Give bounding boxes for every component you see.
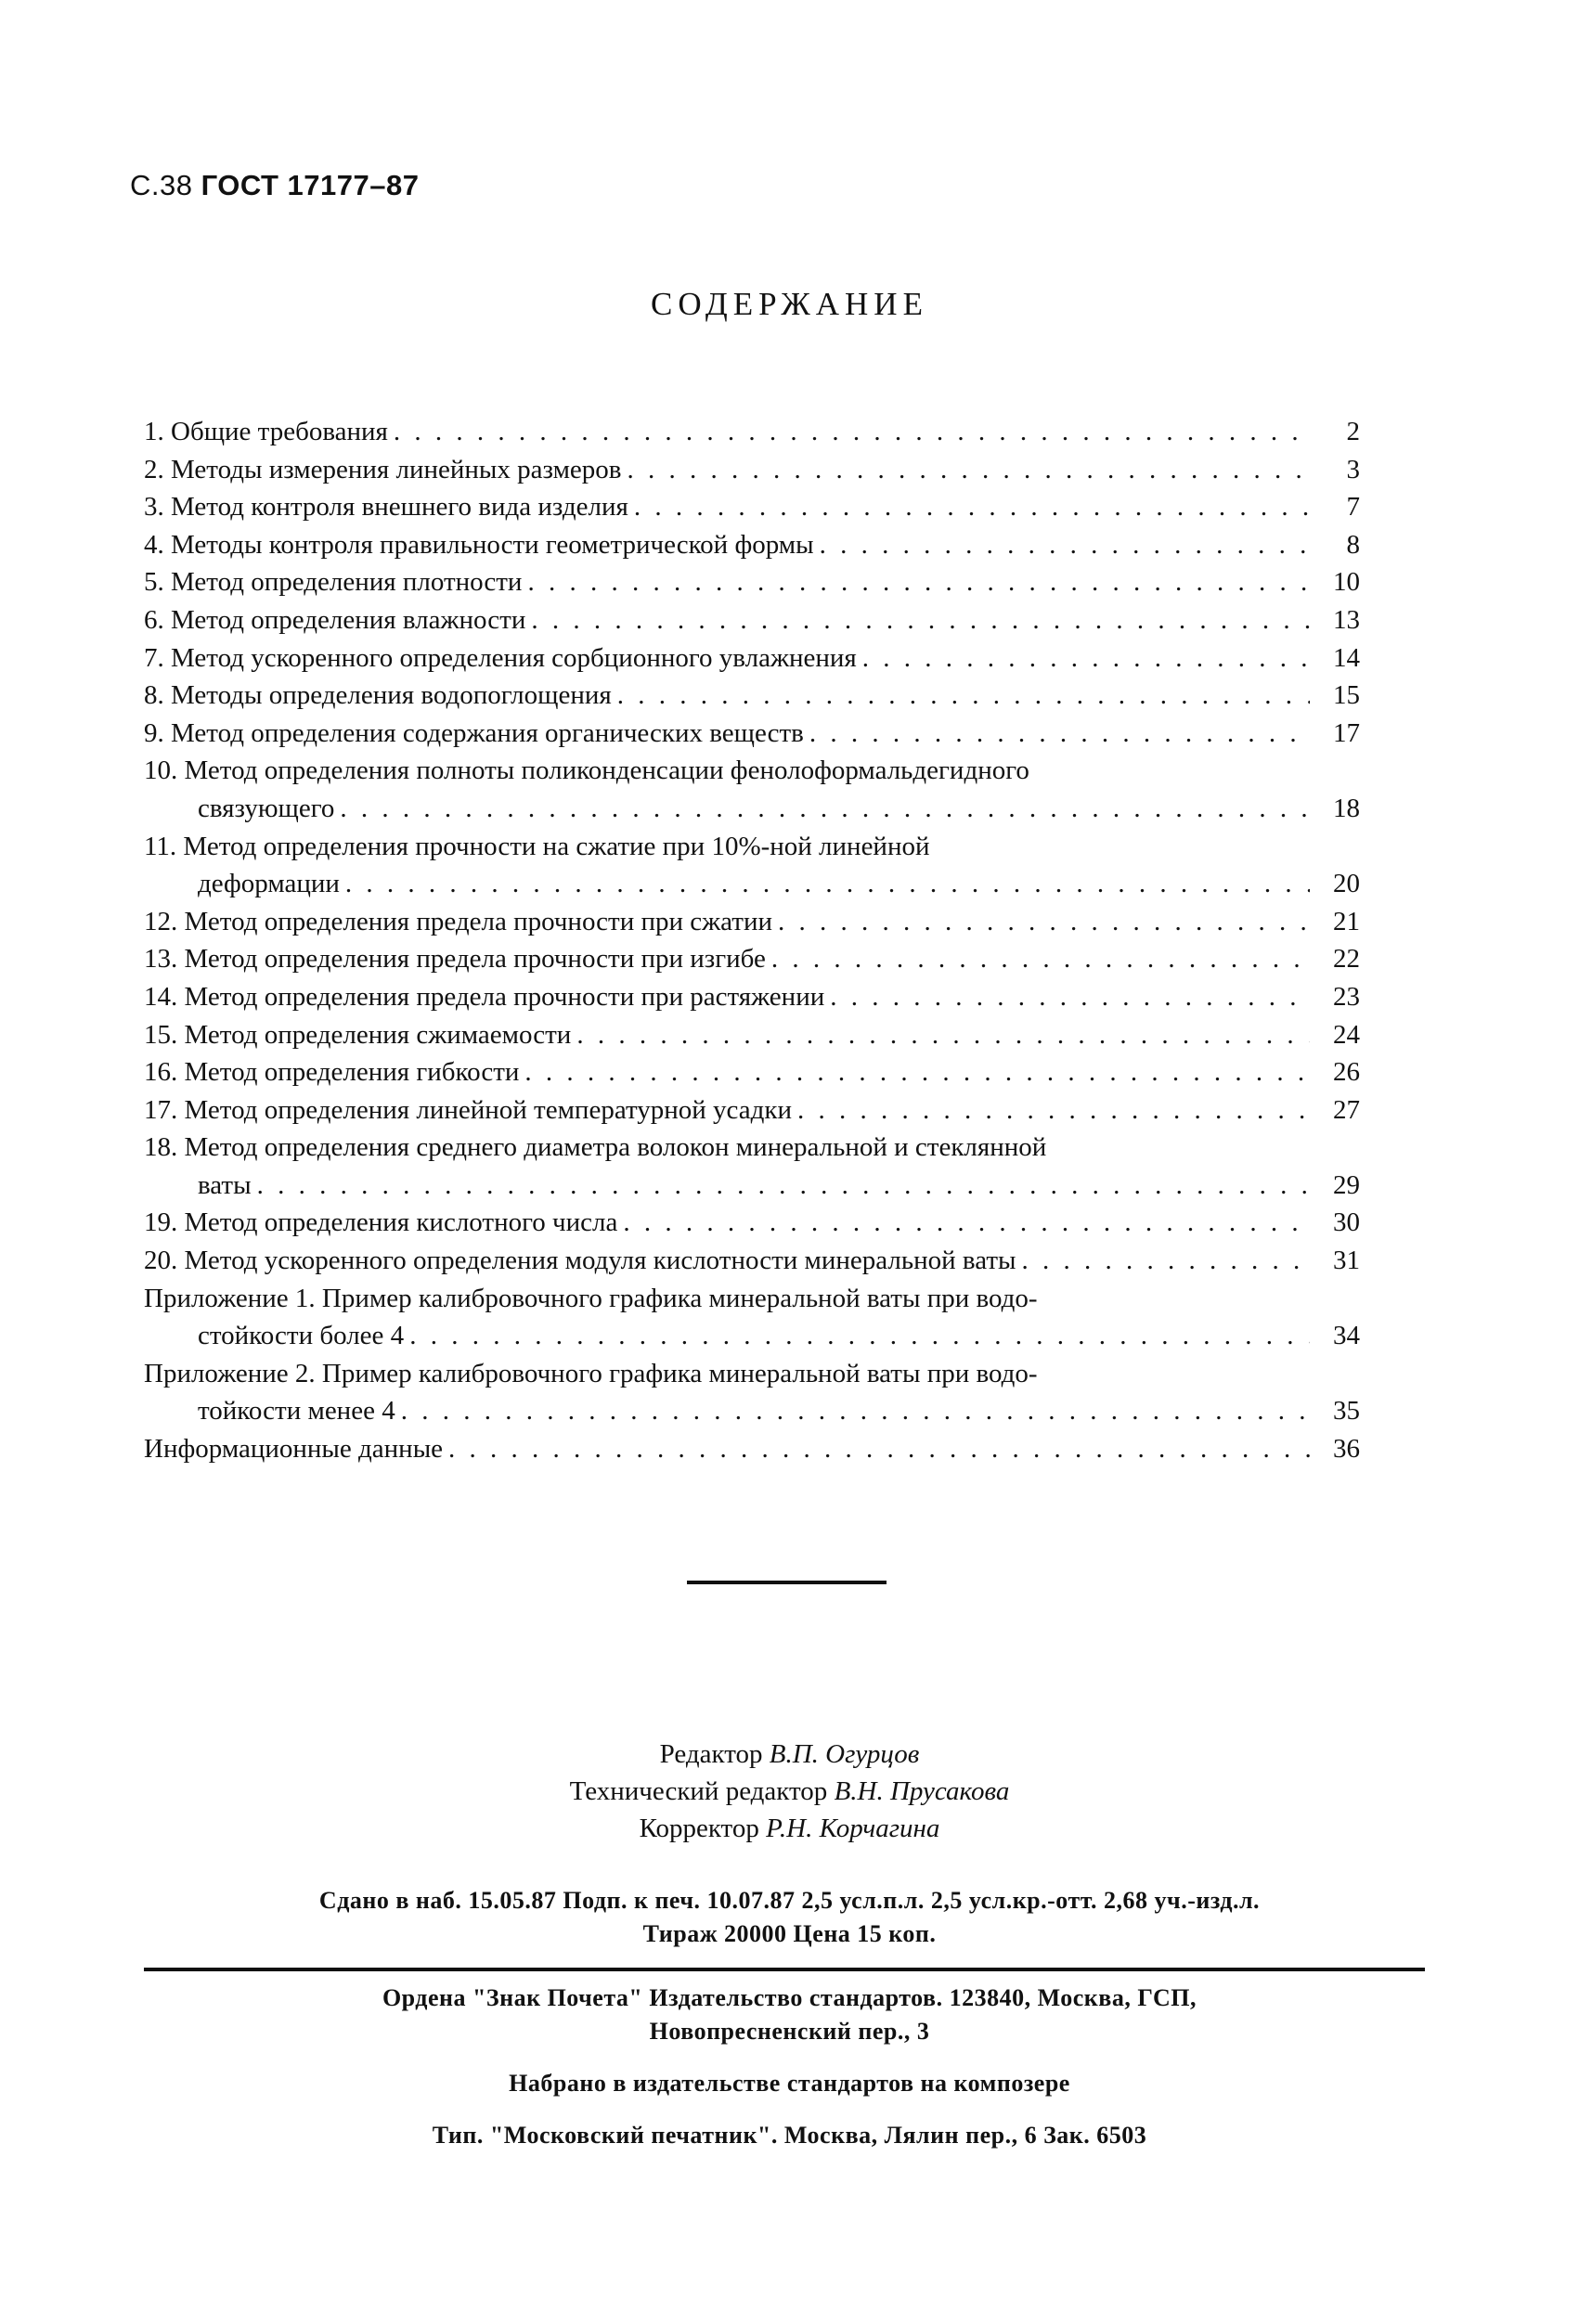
toc-entry xyxy=(144,1129,1360,1204)
toc-leader-dots xyxy=(830,978,1310,1016)
toc-entry xyxy=(144,639,1360,678)
toc-entry-title: 8. Методы определения водопоглощения xyxy=(144,680,612,711)
toc-page-number: 35 xyxy=(1333,1396,1360,1427)
toc-entry-title: 15. Метод определения сжимаемости xyxy=(144,1019,572,1050)
standard-number: ГОСТ 17177–87 xyxy=(201,169,420,201)
toc-entry-title: 5. Метод определения плотности xyxy=(144,567,523,598)
toc-entry xyxy=(144,677,1360,715)
publisher-line: Ордена "Знак Почета" Издательство стандартов. 123840, Москва, ГСП, xyxy=(382,1984,1197,2011)
toc-entry-continuation: стойкости более 4 xyxy=(198,1321,405,1351)
publisher-line: Тип. "Московский печатник". Москва, Лялин пер., 6 Зак. 6503 xyxy=(432,2122,1147,2149)
imprint-line: Тираж 20000 Цена 15 коп. xyxy=(642,1920,937,1947)
toc-entry-title: 2. Методы измерения линейных размеров xyxy=(144,454,622,484)
ornament-divider xyxy=(687,1581,887,1584)
toc-leader-dots xyxy=(797,1091,1310,1130)
toc-entry-continuation: тойкости менее 4 xyxy=(198,1396,395,1427)
toc-page-number: 15 xyxy=(1333,680,1360,711)
toc-page-number: 34 xyxy=(1333,1321,1360,1351)
toc-entry-title: 14. Метод определения предела прочности при растяжении xyxy=(144,981,825,1012)
toc-leader-dots xyxy=(576,1016,1310,1054)
toc-entry-continuation: ваты xyxy=(198,1169,252,1200)
toc-leader-dots xyxy=(394,413,1310,451)
toc-leader-dots xyxy=(820,526,1310,564)
toc-page-number: 14 xyxy=(1333,642,1360,673)
toc-entry xyxy=(144,601,1360,639)
toc-leader-dots xyxy=(617,677,1310,715)
toc-title: СОДЕРЖАНИЕ xyxy=(651,286,928,322)
toc-page-number: 20 xyxy=(1333,869,1360,899)
credit-line xyxy=(0,1773,1579,1810)
toc-entry xyxy=(144,828,1360,903)
page-header xyxy=(130,169,419,202)
toc-page-number: 26 xyxy=(1333,1057,1360,1088)
toc-leader-dots xyxy=(634,488,1310,526)
publisher-line: Новопресненский пер., 3 xyxy=(649,2018,930,2045)
toc-entry-title: 12. Метод определения предела прочности при сжатии xyxy=(144,906,773,936)
toc-page-number: 10 xyxy=(1333,567,1360,598)
toc-entry xyxy=(144,1355,1360,1430)
toc-entry-title: 9. Метод определения содержания органических веществ xyxy=(144,717,804,748)
toc-entry xyxy=(144,413,1360,451)
horizontal-rule xyxy=(144,1968,1425,1971)
toc-entry xyxy=(144,1091,1360,1130)
toc-leader-dots xyxy=(628,451,1311,489)
toc-entry xyxy=(144,752,1360,827)
toc-leader-dots xyxy=(531,601,1310,639)
toc-page-number: 21 xyxy=(1333,906,1360,936)
toc-page-number: 7 xyxy=(1346,492,1360,523)
toc-entry-title: 17. Метод определения линейной температурной усадки xyxy=(144,1094,792,1125)
toc-entry xyxy=(144,1053,1360,1091)
toc-page-number: 2 xyxy=(1346,417,1360,446)
toc-page-number: 17 xyxy=(1333,717,1360,748)
toc-page-number: 27 xyxy=(1333,1094,1360,1125)
toc-leader-dots xyxy=(527,563,1310,601)
credit-name: В.Н. Прусакова xyxy=(834,1776,1010,1806)
credit-role: Корректор xyxy=(639,1814,759,1843)
toc-page-number: 31 xyxy=(1333,1246,1360,1276)
credit-line xyxy=(0,1736,1579,1773)
toc-leader-dots xyxy=(524,1053,1310,1091)
toc-entry-continuation: связующего xyxy=(198,793,335,823)
toc-page-number: 13 xyxy=(1333,604,1360,635)
toc-leader-dots xyxy=(448,1430,1310,1468)
toc-entry xyxy=(144,1016,1360,1054)
page-number: С.38 xyxy=(130,169,193,201)
credits-block xyxy=(0,1736,1579,1847)
publisher-block xyxy=(0,1982,1579,2152)
toc-page-number: 18 xyxy=(1333,793,1360,823)
toc-page-number: 24 xyxy=(1333,1019,1360,1050)
toc-leader-dots xyxy=(778,903,1310,941)
toc-entry xyxy=(144,563,1360,601)
toc-entry-title: 3. Метод контроля внешнего вида изделия xyxy=(144,492,628,523)
toc-leader-dots xyxy=(401,1392,1310,1430)
toc-entry xyxy=(144,903,1360,941)
toc-leader-dots xyxy=(623,1204,1310,1242)
toc-entry-title: 7. Метод ускоренного определения сорбционного увлажнения xyxy=(144,642,857,673)
publisher-line: Набрано в издательстве стандартов на композере xyxy=(509,2070,1070,2097)
toc-entry-title: 20. Метод ускоренного определения модуля кислотности минеральной ваты xyxy=(144,1246,1016,1276)
toc-leader-dots xyxy=(809,715,1310,753)
credit-role: Редактор xyxy=(659,1739,763,1769)
imprint-block xyxy=(0,1884,1579,1951)
toc-entry xyxy=(144,1280,1360,1355)
toc-entry-title: Приложение 1. Пример калибровочного графика минеральной ваты при водо- xyxy=(144,1283,1038,1313)
toc-page-number: 23 xyxy=(1333,981,1360,1012)
toc-entry xyxy=(144,940,1360,978)
toc-entry-title: 19. Метод определения кислотного числа xyxy=(144,1207,618,1238)
toc-entry-title: Приложение 2. Пример калибровочного графика минеральной ваты при водо- xyxy=(144,1358,1038,1388)
credit-name: В.П. Огурцов xyxy=(769,1739,920,1769)
imprint-line: Сдано в наб. 15.05.87 Подп. к печ. 10.07.87 2,5 усл.п.л. 2,5 усл.кр.-отт. 2,68 уч.-изд.л. xyxy=(318,1887,1261,1914)
toc-entry xyxy=(144,978,1360,1016)
credit-role: Технический редактор xyxy=(569,1776,828,1806)
toc-leader-dots xyxy=(862,639,1310,678)
toc-page-number: 22 xyxy=(1333,944,1360,975)
toc-entry-title: 4. Методы контроля правильности геометрической формы xyxy=(144,529,814,560)
toc-entry xyxy=(144,1242,1360,1280)
toc-entry-title: 6. Метод определения влажности xyxy=(144,604,526,635)
toc-leader-dots xyxy=(257,1167,1310,1205)
credit-line xyxy=(0,1810,1579,1847)
toc-entry-title: 16. Метод определения гибкости xyxy=(144,1057,520,1088)
toc-leader-dots xyxy=(771,940,1310,978)
toc-entry-title: 1. Общие требования xyxy=(144,417,388,446)
toc-entry xyxy=(144,526,1360,564)
toc-page-number: 30 xyxy=(1333,1207,1360,1238)
toc-leader-dots xyxy=(1021,1242,1310,1280)
toc-leader-dots xyxy=(409,1317,1310,1355)
toc-entry xyxy=(144,1204,1360,1242)
toc-leader-dots xyxy=(345,865,1310,903)
toc-entry-title: 11. Метод определения прочности на сжатие при 10%-ной линейной xyxy=(144,831,930,861)
toc-leader-dots xyxy=(340,790,1310,828)
toc-page-number: 3 xyxy=(1346,454,1360,484)
table-of-contents xyxy=(144,413,1360,1468)
toc-page-number: 29 xyxy=(1333,1169,1360,1200)
toc-entry-title: 18. Метод определения среднего диаметра волокон минеральной и стеклянной xyxy=(144,1132,1047,1163)
toc-entry-title: Информационные данные xyxy=(144,1434,444,1465)
toc-page-number: 36 xyxy=(1333,1434,1360,1465)
toc-entry-title: 13. Метод определения предела прочности при изгибе xyxy=(144,944,766,975)
toc-entry xyxy=(144,1430,1360,1468)
toc-entry-continuation: деформации xyxy=(198,869,340,899)
toc-page-number: 8 xyxy=(1346,529,1360,560)
toc-entry xyxy=(144,715,1360,753)
toc-entry-title: 10. Метод определения полноты поликонденсации фенолоформальдегидного xyxy=(144,755,1029,786)
credit-name: Р.Н. Корчагина xyxy=(766,1814,940,1843)
toc-entry xyxy=(144,488,1360,526)
toc-entry xyxy=(144,451,1360,489)
